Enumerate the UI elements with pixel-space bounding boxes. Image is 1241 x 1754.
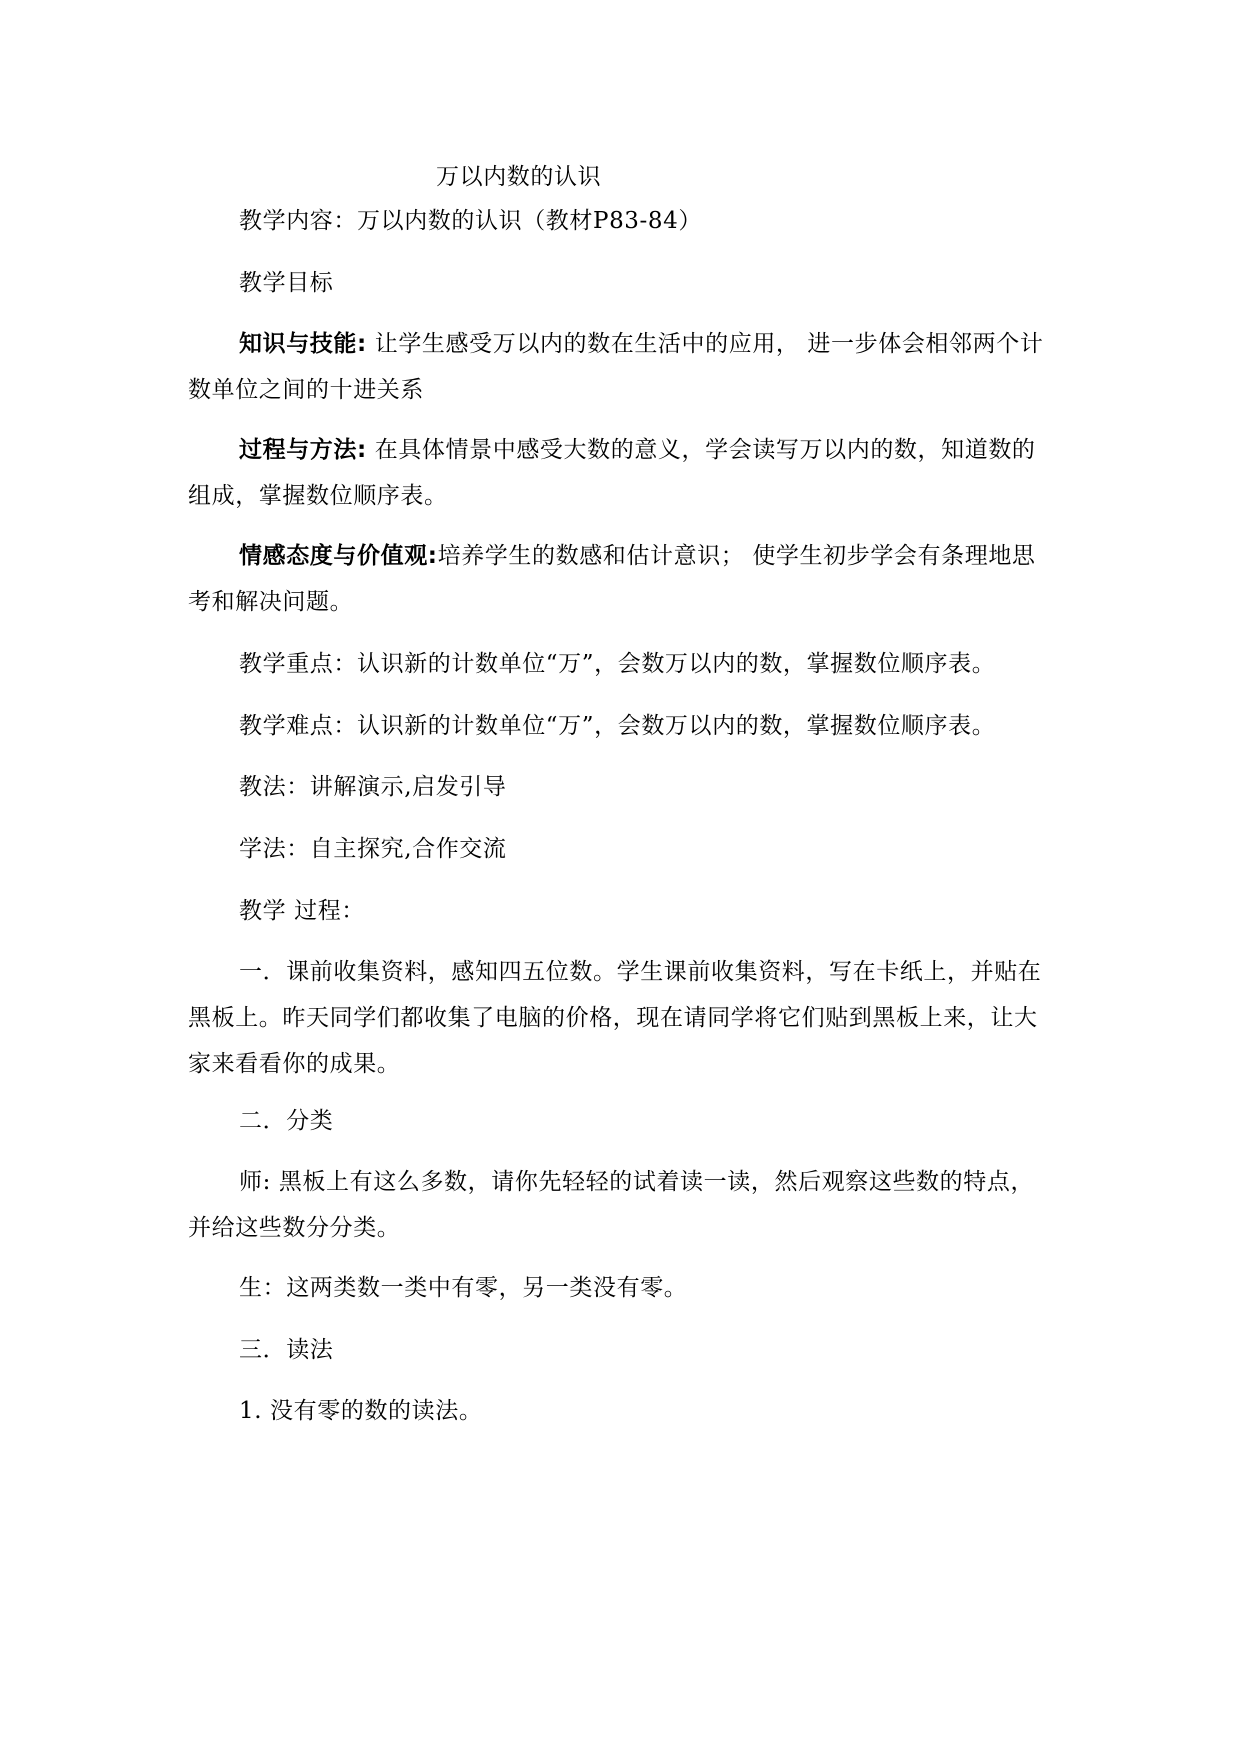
learning-method: 学法：自主探究,合作交流 <box>239 836 507 862</box>
difficulty: 教学难点：认识新的计数单位“万”，会数万以内的数，掌握数位顺序表。 <box>239 713 996 739</box>
process-method-text: 在具体情景中感受大数的意义，学会读写万以内的数，知道数的组成，掌握数位顺序表。 <box>188 437 1036 509</box>
knowledge-skills-label: 知识与技能: <box>239 331 367 357</box>
attitude-values-label: 情感态度与价值观: <box>239 543 438 569</box>
attitude-values-text: 培养学生的数感和估计意识； 使学生初步学会有条理地思考和解决问题。 <box>188 543 1036 615</box>
knowledge-skills-text: 让学生感受万以内的数在生活中的应用， 进一步体会相邻两个计数单位之间的十进关系 <box>188 331 1044 403</box>
document-title: 万以内数的认识 <box>436 164 602 190</box>
teaching-method: 教法：讲解演示,启发引导 <box>239 774 507 800</box>
teaching-content: 教学内容：万以内数的认识（教材P83-84） <box>239 208 702 234</box>
process-method-paragraph <box>188 427 1056 519</box>
step-two-heading: 二．分类 <box>239 1108 334 1134</box>
step-one-paragraph: 一．课前收集资料，感知四五位数。学生课前收集资料，写在卡纸上，并贴在黑板上。昨天同学们都收集了电脑的价格，现在请同学将它们贴到黑板上来，让大家来看看你的成果。 <box>188 959 1042 1077</box>
process-heading: 教学 过程： <box>239 898 365 924</box>
knowledge-skills-paragraph <box>188 321 1056 413</box>
step-three-item-one: 1. 没有零的数的读法。 <box>239 1398 483 1424</box>
teacher-line: 师: 黑板上有这么多数，请你先轻轻的试着读一读，然后观察这些数的特点，并给这些数分分类。 <box>188 1169 1035 1241</box>
process-method-label: 过程与方法: <box>239 437 367 463</box>
step-three-heading: 三．读法 <box>239 1337 334 1363</box>
attitude-values-paragraph <box>188 533 1056 625</box>
objectives-heading: 教学目标 <box>239 270 334 296</box>
key-point: 教学重点：认识新的计数单位“万”，会数万以内的数，掌握数位顺序表。 <box>239 651 996 677</box>
student-line: 生：这两类数一类中有零，另一类没有零。 <box>239 1275 688 1301</box>
